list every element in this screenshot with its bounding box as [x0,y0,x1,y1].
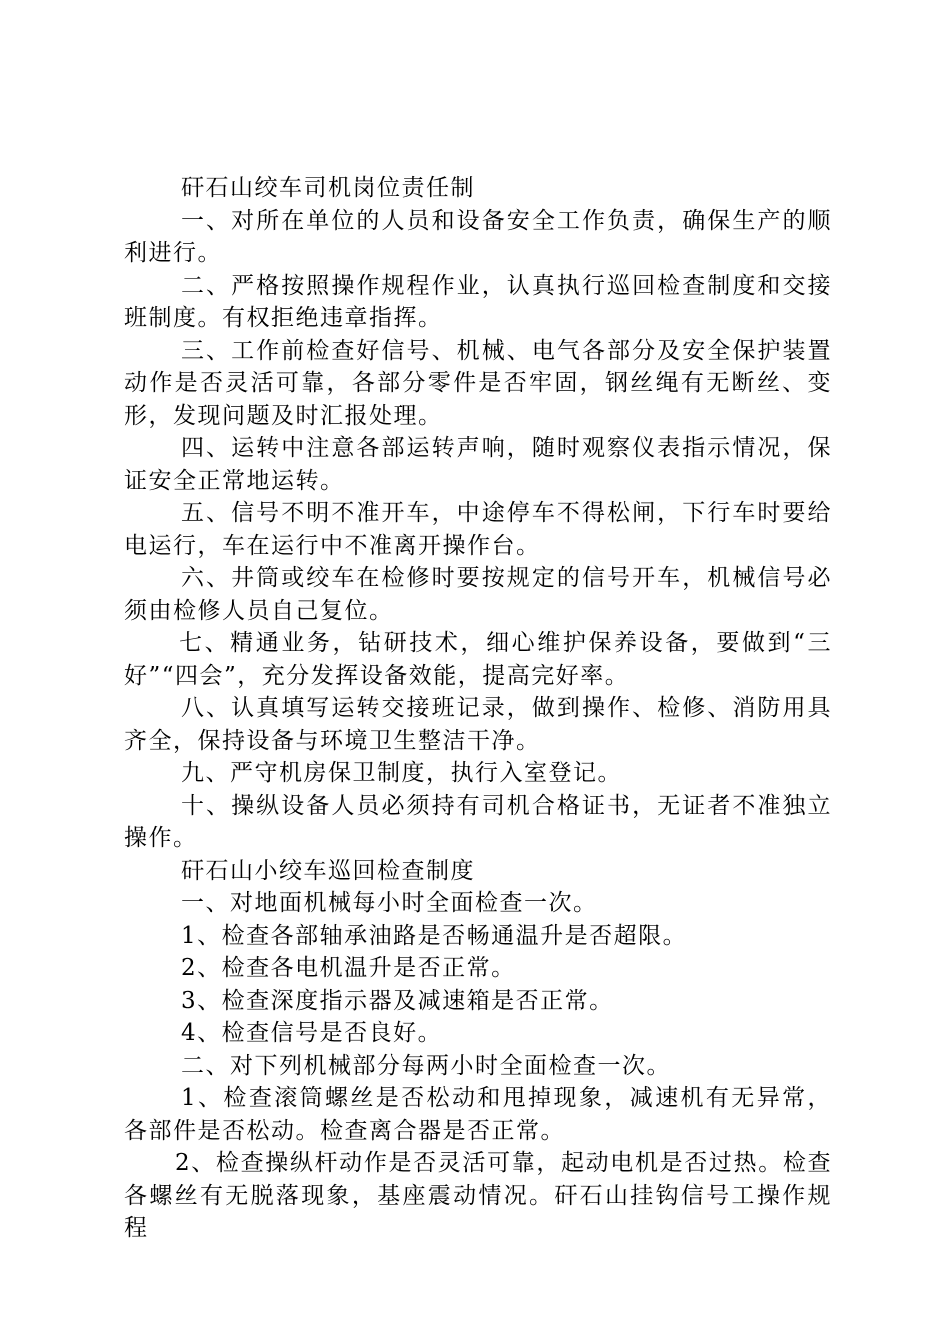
paragraph-4: 四、运转中注意各部运转声响，随时观察仪表指示情况，保证安全正常地运转。 [124,435,832,494]
paragraph-10: 十、操纵设备人员必须持有司机合格证书，无证者不准独立操作。 [124,792,832,851]
paragraph-6: 六、井筒或绞车在检修时要按规定的信号开车，机械信号必须由检修人员自己复位。 [124,565,832,624]
paragraph-14: 3、检查深度指示器及减速箱是否正常。 [181,987,614,1014]
paragraph-5: 五、信号不明不准开车，中途停车不得松闸，下行车时要给电运行，车在运行中不准离开操作台。 [124,500,832,559]
paragraph-9: 九、严守机房保卫制度，执行入室登记。 [181,760,622,786]
paragraph-18: 2、检查操纵杆动作是否灵活可靠，起动电机是否过热。检查各螺丝有无脱落现象，基座震动情况。矸石山挂钩信号工操作规程 [124,1150,832,1241]
paragraph-2: 二、严格按照操作规程作业，认真执行巡回检查制度和交接班制度。有权拒绝违章指挥。 [124,272,832,331]
paragraph-11: 一、对地面机械每小时全面检查一次。 [181,890,598,916]
paragraph-8: 八、认真填写运转交接班记录，做到操作、检修、消防用具齐全，保持设备与环境卫生整洁干净。 [124,695,832,754]
paragraph-3: 三、工作前检查好信号、机械、电气各部分及安全保护装置动作是否灵活可靠，各部分零件是否牢固，钢丝绳有无断丝、变形，发现问题及时汇报处理。 [124,337,832,429]
paragraph-15: 4、检查信号是否良好。 [181,1020,443,1046]
section-title-1: 矸石山绞车司机岗位责任制 [181,175,475,201]
paragraph-1: 一、对所在单位的人员和设备安全工作负责，确保生产的顺利进行。 [124,207,832,266]
paragraph-13: 2、检查各电机温升是否正常。 [181,955,516,981]
paragraph-16: 二、对下列机械部分每两小时全面检查一次。 [181,1052,671,1079]
paragraph-17: 1、检查滚筒螺丝是否松动和甩掉现象，减速机有无异常，各部件是否松动。检查离合器是否正常。 [124,1085,832,1144]
paragraph-12: 1、检查各部轴承油路是否畅通温升是否超限。 [181,922,688,949]
section-title-2: 矸石山小绞车巡回检查制度 [181,857,475,884]
paragraph-7: 七、精通业务，钻研技术，细心维护保养设备，要做到“三好”“四会”，充分发挥设备效能，提高完好率。 [124,630,832,689]
